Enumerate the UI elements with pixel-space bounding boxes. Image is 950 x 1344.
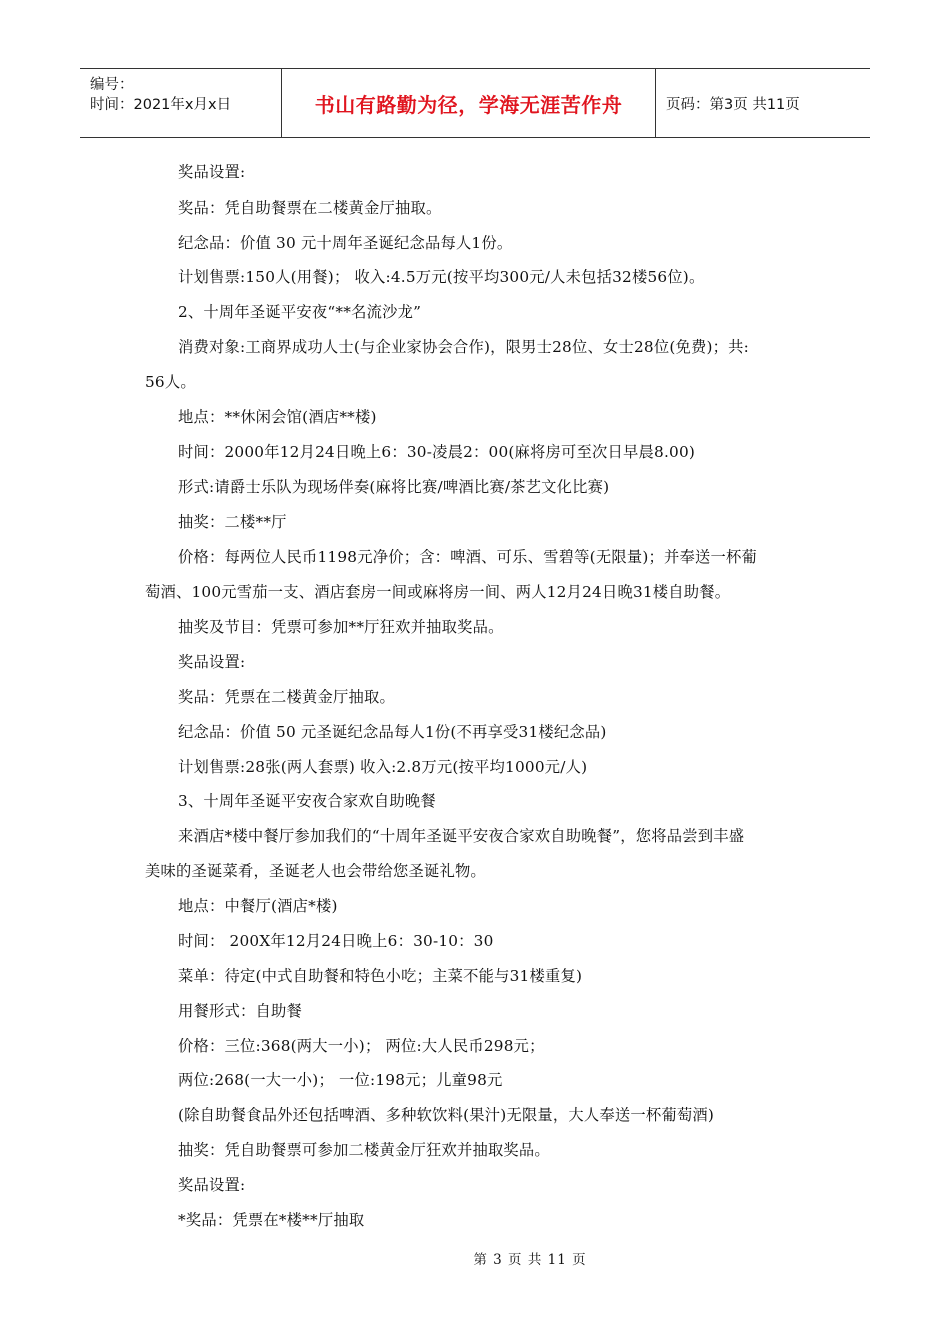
text-line: 地点：**休闲会馆(酒店**楼) <box>178 408 377 426</box>
text-line: *奖品：凭票在*楼**厅抽取 <box>178 1211 365 1229</box>
text-line: 56人。 <box>145 373 196 391</box>
text-line: 奖品设置: <box>178 653 246 671</box>
text-line: 美味的圣诞菜肴，圣诞老人也会带给您圣诞礼物。 <box>145 862 486 880</box>
text-line: 时间： 200X年12月24日晚上6：30-10：30 <box>178 932 494 950</box>
text-line: 奖品设置: <box>178 1176 246 1194</box>
document-date: 时间：2021年x月x日 <box>90 97 232 113</box>
text-line: 抽奖：二楼**厅 <box>178 513 287 531</box>
page-header <box>80 68 870 138</box>
text-line: (除自助餐食品外还包括啤酒、多种软饮料(果汁)无限量，大人奉送一杯葡萄酒) <box>178 1106 715 1124</box>
header-motto: 书山有路勤为径，学海无涯苦作舟 <box>282 69 656 137</box>
text-line: 计划售票:150人(用餐)； 收入:4.5万元(按平均300元/人未包括32楼56位)。 <box>178 268 705 286</box>
header-page-info: 页码：第3页 共11页 <box>666 96 800 113</box>
text-line: 形式:请爵士乐队为现场伴奏(麻将比赛/啤酒比赛/茶艺文化比赛) <box>178 478 610 496</box>
text-line: 时间：2000年12月24日晚上6：30-凌晨2：00(麻将房可至次日早晨8.00) <box>178 443 696 461</box>
text-line: 菜单：待定(中式自助餐和特色小吃；主菜不能与31楼重复) <box>178 967 583 985</box>
text-line: 两位:268(一大一小)； 一位:198元；儿童98元 <box>178 1071 503 1089</box>
text-line: 3、十周年圣诞平安夜合家欢自助晚餐 <box>178 792 436 810</box>
text-line: 抽奖及节目：凭票可参加**厅狂欢并抽取奖品。 <box>178 618 504 636</box>
text-line: 抽奖：凭自助餐票可参加二楼黄金厅狂欢并抽取奖品。 <box>178 1141 550 1159</box>
text-line: 2、十周年圣诞平安夜“**名流沙龙” <box>178 303 422 321</box>
header-meta <box>80 69 282 137</box>
document-number-label: 编号： <box>90 77 134 93</box>
text-line: 计划售票:28张(两人套票) 收入:2.8万元(按平均1000元/人) <box>178 758 588 776</box>
text-line: 消费对象:工商界成功人士(与企业家协会合作)，限男士28位、女士28位(免费)；共: <box>178 338 750 356</box>
text-line: 来酒店*楼中餐厅参加我们的“十周年圣诞平安夜合家欢自助晚餐”，您将品尝到丰盛 <box>178 827 745 845</box>
text-line: 地点：中餐厅(酒店*楼) <box>178 897 338 915</box>
text-line: 奖品：凭自助餐票在二楼黄金厅抽取。 <box>178 199 442 217</box>
text-line: 纪念品：价值 30 元十周年圣诞纪念品每人1份。 <box>178 234 513 252</box>
text-line: 价格：三位:368(两大一小)； 两位:大人民币298元； <box>178 1037 545 1055</box>
text-line: 用餐形式：自助餐 <box>178 1002 302 1020</box>
page-footer: 第 3 页 共 11 页 <box>473 1252 587 1268</box>
text-line: 奖品设置: <box>178 163 246 181</box>
text-line: 价格：每两位人民币1198元净价；含：啤酒、可乐、雪碧等(无限量)；并奉送一杯葡 <box>178 548 757 566</box>
text-line: 奖品：凭票在二楼黄金厅抽取。 <box>178 688 395 706</box>
text-line: 纪念品：价值 50 元圣诞纪念品每人1份(不再享受31楼纪念品) <box>178 723 607 741</box>
text-line: 萄酒、100元雪茄一支、酒店套房一间或麻将房一间、两人12月24日晚31楼自助餐。 <box>145 583 731 601</box>
